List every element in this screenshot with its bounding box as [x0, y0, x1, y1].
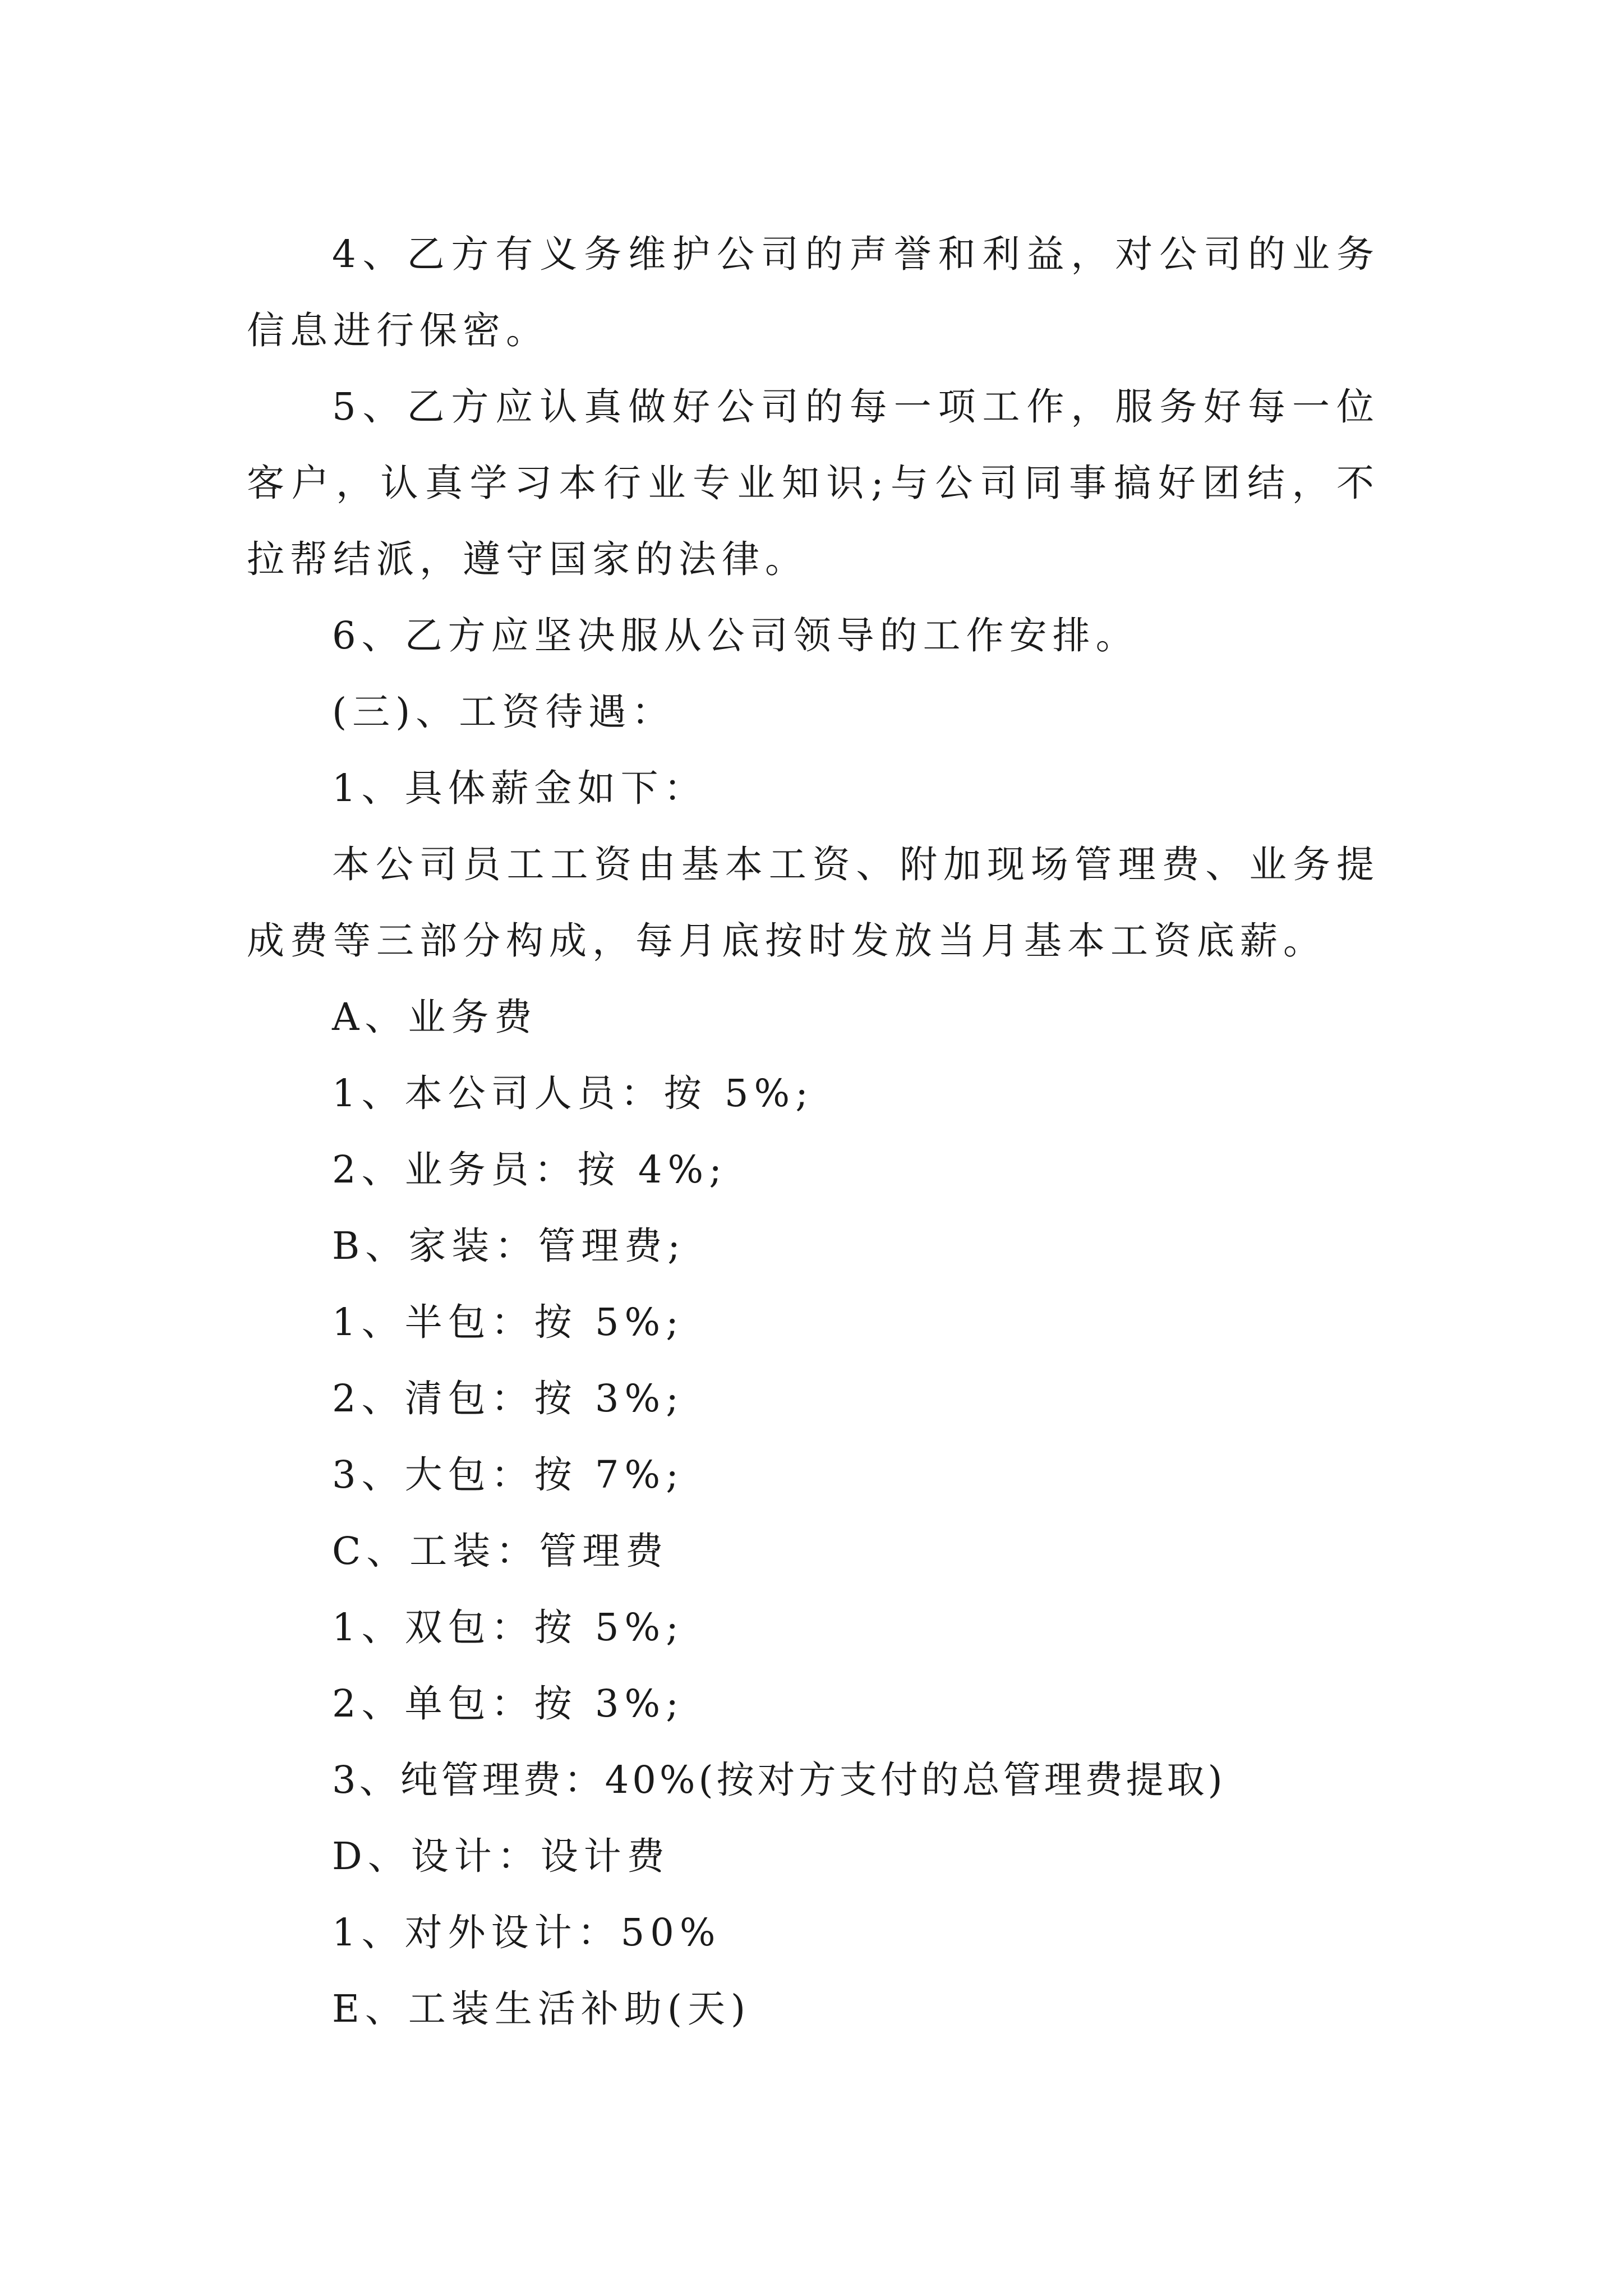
item-a-business-fee: A、业务费 — [332, 995, 538, 1039]
item-b-1: 1、半包：按 5%; — [332, 1300, 684, 1344]
item-c-1: 1、双包：按 5%; — [332, 1605, 684, 1649]
item-a-1: 1、本公司人员：按 5%; — [332, 1071, 814, 1115]
item-e-living-allowance: E、工装生活补助(天) — [332, 1987, 751, 2031]
clause-5-paragraph: 5、乙方应认真做好公司的每一项工作，服务好每一位客户，认真学习本行业专业知识;与公司同事搞好团结，不拉帮结派，遵守国家的法律。 — [247, 385, 1380, 581]
item-c-3: 3、纯管理费：40%(按对方支付的总管理费提取) — [332, 1758, 1226, 1802]
item-b-3: 3、大包：按 7%; — [332, 1453, 684, 1497]
item-c-2: 2、单包：按 3%; — [332, 1682, 684, 1726]
salary-composition-paragraph: 本公司员工工资由基本工资、附加现场管理费、业务提成费等三部分构成，每月底按时发放当月基本工资底薪。 — [247, 843, 1380, 963]
item-d-design: D、设计：设计费 — [332, 1834, 670, 1878]
item-b-2: 2、清包：按 3%; — [332, 1377, 684, 1420]
section-heading-salary: (三)、工资待遇： — [332, 690, 675, 734]
item-a-2: 2、业务员：按 4%; — [332, 1148, 727, 1191]
item-d-1: 1、对外设计：50% — [332, 1911, 721, 1954]
salary-subheading: 1、具体薪金如下： — [332, 766, 707, 810]
item-b-home-decoration: B、家装：管理费; — [332, 1224, 686, 1268]
document-body — [247, 216, 1380, 2047]
clause-4-paragraph: 4、乙方有义务维护公司的声誉和利益，对公司的业务信息进行保密。 — [247, 232, 1380, 352]
item-c-commercial-decoration: C、工装：管理费 — [332, 1529, 669, 1573]
clause-6-paragraph: 6、乙方应坚决服从公司领导的工作安排。 — [332, 614, 1139, 657]
